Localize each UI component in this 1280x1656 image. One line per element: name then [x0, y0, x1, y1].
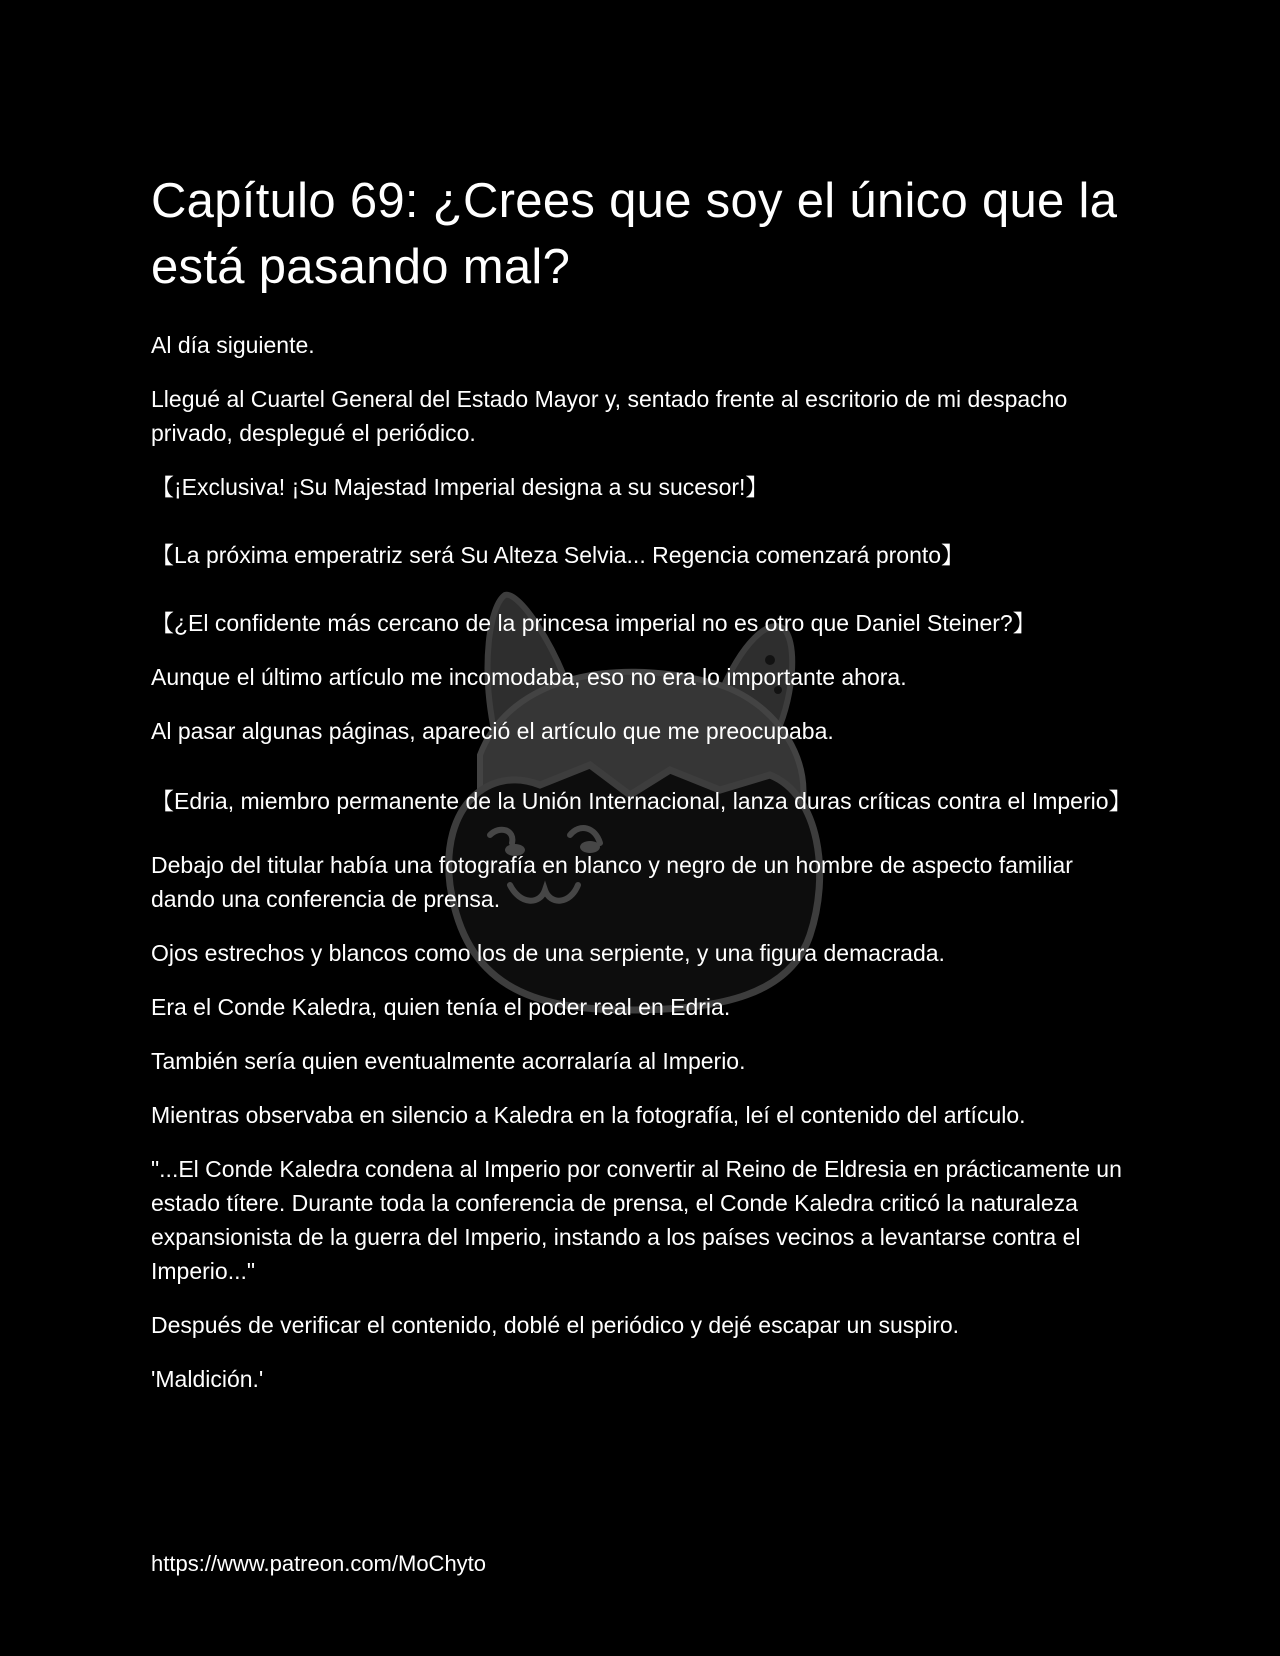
- paragraph: Mientras observaba en silencio a Kaledra en la fotografía, leí el contenido del artículo.: [151, 1102, 1026, 1128]
- chapter-content: [151, 168, 1131, 1416]
- paragraph: "...El Conde Kaledra condena al Imperio por convertir al Reino de Eldresia en prácticamente un estado títere. Durante toda la conferencia de prensa, el Conde Kaledra criticó la naturaleza expansionista de la guerra del Imperio, instando a los países vecinos a levantarse contra el Imperio...": [151, 1156, 1122, 1284]
- paragraph: Al pasar algunas páginas, apareció el artículo que me preocupaba.: [151, 718, 834, 744]
- patreon-link[interactable]: https://www.patreon.com/MoChyto: [151, 1551, 487, 1576]
- paragraph: Debajo del titular había una fotografía en blanco y negro de un hombre de aspecto familiar dando una conferencia de prensa.: [151, 852, 1073, 912]
- newspaper-headline: 【¿El confidente más cercano de la princesa imperial no es otro que Daniel Steiner?】: [151, 610, 1036, 636]
- newspaper-headline: 【Edria, miembro permanente de la Unión Internacional, lanza duras críticas contra el Imperio】: [151, 788, 1132, 814]
- paragraph: Llegué al Cuartel General del Estado Mayor y, sentado frente al escritorio de mi despacho privado, desplegué el periódico.: [151, 386, 1068, 446]
- paragraph: 'Maldición.': [151, 1366, 264, 1392]
- paragraph: Aunque el último artículo me incomodaba, eso no era lo importante ahora.: [151, 664, 907, 690]
- paragraph: Era el Conde Kaledra, quien tenía el poder real en Edria.: [151, 994, 731, 1020]
- newspaper-headline: 【¡Exclusiva! ¡Su Majestad Imperial designa a su sucesor!】: [151, 474, 769, 500]
- paragraph: También sería quien eventualmente acorralaría al Imperio.: [151, 1048, 746, 1074]
- paragraph: Ojos estrechos y blancos como los de una serpiente, y una figura demacrada.: [151, 940, 945, 966]
- paragraph: Después de verificar el contenido, doblé el periódico y dejé escapar un suspiro.: [151, 1312, 960, 1338]
- paragraph: Al día siguiente.: [151, 332, 315, 358]
- chapter-title: Capítulo 69: ¿Crees que soy el único que la está pasando mal?: [151, 174, 1118, 294]
- newspaper-headline: 【La próxima emperatriz será Su Alteza Selvia... Regencia comenzará pronto】: [151, 542, 965, 568]
